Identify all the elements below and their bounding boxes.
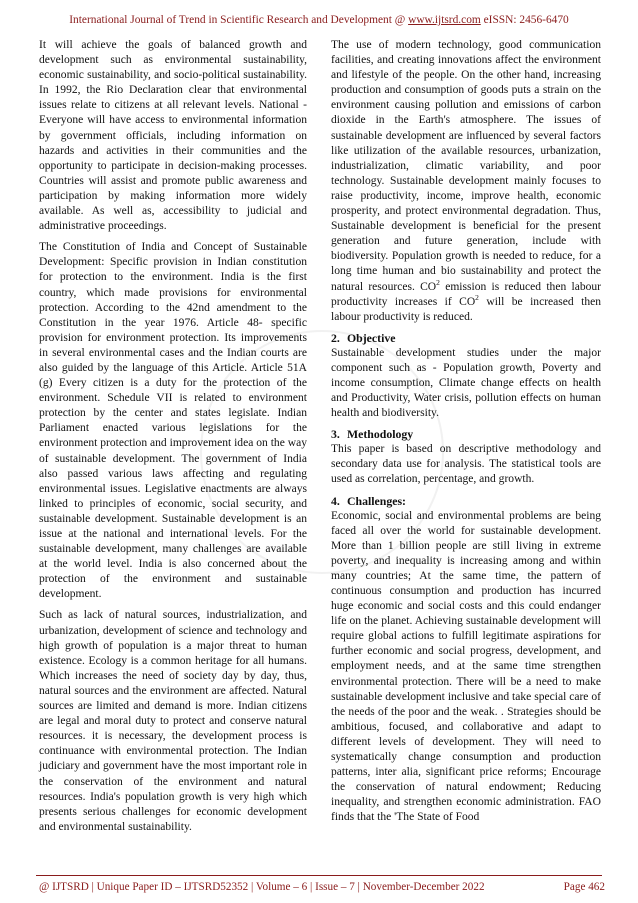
- section-title: Methodology: [347, 427, 414, 442]
- section-heading-challenges: [331, 494, 601, 508]
- journal-url-link[interactable]: www.ijtsrd.com: [408, 14, 481, 26]
- section-heading-objective: [331, 331, 601, 345]
- paragraph-modern-technology: [331, 38, 601, 325]
- section-number: 2.: [331, 330, 340, 345]
- superscript: 2: [436, 277, 440, 287]
- page-footer: [39, 881, 605, 893]
- right-column: [331, 38, 601, 832]
- paragraph-challenges: Economic, social and environmental problems are being faced all over the world for sustainable development. More than 1 billion people are still living in extreme poverty, and inequality is increasing among and within many countries; At the same time, the pattern of continuous consumption and production has incurred huge economic and social costs and this could endanger life on the planet. Achieving sustainable development will require global actions to fulfill legitimate aspirations for further economic and social progress, development, and employment needs, and at the same time strengthen environmental protection. There will be a need to make sustainable development inclusive and take special care of the needs of the poor and the weak. . Strategies should be ambitious, focused, and collaborative and adapt to different levels of development. They will need to systematically change consumption and production patterns, inter alia, significant price reforms; Encourage the conservation of natural endowment; Reducing inequality, and strengthen economic administration. FAO finds that the 'The State of Food: [331, 509, 601, 824]
- section-number: 3.: [331, 427, 340, 442]
- text-run: The use of modern technology, good communication facilities, and creating innovations affect the environment and lifestyle of the people. On the other hand, increasing production and consumption of goods puts a strain on the environment causing pollution and emissions of carbon dioxide in the Earth's atmosphere. The issues of sustainable development are influenced by several factors like utilization of the available resources, urbanization, industrialization, climatic variability, and poor technology. Sustainable development mainly focuses to raise productivity, income, improve health, economic prosperity, and protect environmental degradation. Thus, Sustainable development is beneficial for the present generation and future generation, include with biodiversity. Population growth is needed to reduce, for a long time human and bio sustainability and protect the natural resources. CO: [331, 39, 601, 293]
- footer-divider: [36, 875, 602, 876]
- left-column: [39, 38, 307, 841]
- journal-header: [0, 14, 638, 26]
- footer-paper-info: @ IJTSRD | Unique Paper ID – IJTSRD52352 | Volume – 6 | Issue – 7 | November-December 2022: [39, 881, 485, 893]
- section-title: Challenges:: [347, 493, 406, 508]
- text-run: emission is reduced then labour productivity increases if CO: [331, 280, 601, 308]
- section-heading-methodology: [331, 427, 601, 441]
- section-title: Objective: [347, 330, 396, 345]
- journal-name: International Journal of Trend in Scientific Research and Development @: [69, 14, 409, 26]
- superscript: 2: [475, 292, 479, 302]
- section-number: 4.: [331, 493, 340, 508]
- paragraph-constitution-india: The Constitution of India and Concept of Sustainable Development: Specific provision in Indian constitution for protection to the environment. India is the first country, which made provisions for environmental protection. According to the 42nd amendment to the Constitution in the year 1976. Article 48- specific provision for environment protection. Its improvements in several environmental cases and the Indian courts are also guided by the language of this Article. Article 51A (g) Every citizen is a duty for the protection of the environment. Schedule VII is related to environment protection by the center and states legislate. Indian Parliament enacted various legislations for the environment protection and improvement idea on the way of sustainable development. The government of India also passed various laws affecting and regulating environmental issues. Legislative enactments are always linked to principles of economic, social security, and sustainable development. Sustainable development is an issue at the national and international levels. For the sustainable development, many challenges are available at the world level. India is also concerned about the protection of the environment and sustainable development.: [39, 241, 307, 601]
- journal-issn: eISSN: 2456-6470: [480, 14, 569, 26]
- paragraph-sustainability-goals: It will achieve the goals of balanced growth and development such as environmental sustainability, economic sustainability, and socio-political sustainability. In 1992, the Rio Declaration clear that environmental issues relate to citizens at all relevant levels. National - Everyone will have access to environmental information by government officials, including information on hazards and activities in their communities and the opportunity to participate in decision-making processes. Countries will assist and promote public awareness and participation by making information more widely available. As well as, accessibility to judicial and administrative proceedings.: [39, 39, 307, 233]
- paragraph-methodology: This paper is based on descriptive methodology and secondary data use for analysis. The statistical tools are used as correlation, percentage, and growth.: [331, 443, 601, 486]
- text-run: will be increased then labour productivity is reduced.: [331, 295, 602, 323]
- paragraph-objective: Sustainable development studies under the major component such as - Population growth, Poverty and income consumption, Climate change effects on health and Productivity, Water crisis, pollution effects on human health and biodiversity.: [331, 346, 601, 420]
- page-number: Page 462: [563, 881, 605, 893]
- paragraph-natural-resources: Such as lack of natural sources, industrialization, and urbanization, development of science and technology and high growth of population is a major threat to human existence. Ecology is a common heritage for all humans. Which increases the need of society day by day, thus, natural sources and the environment are affected. Natural sources are limited and demand is more. Indian citizens are legal and moral duty to protect and conserve natural resources. it is necessary, the development process is continuance with environmental protection. The Indian judiciary and government have the most important role in the conservation of the environment and natural resources. India's population growth is very high which presents serious challenges for economic development and environmental sustainability.: [39, 609, 307, 833]
